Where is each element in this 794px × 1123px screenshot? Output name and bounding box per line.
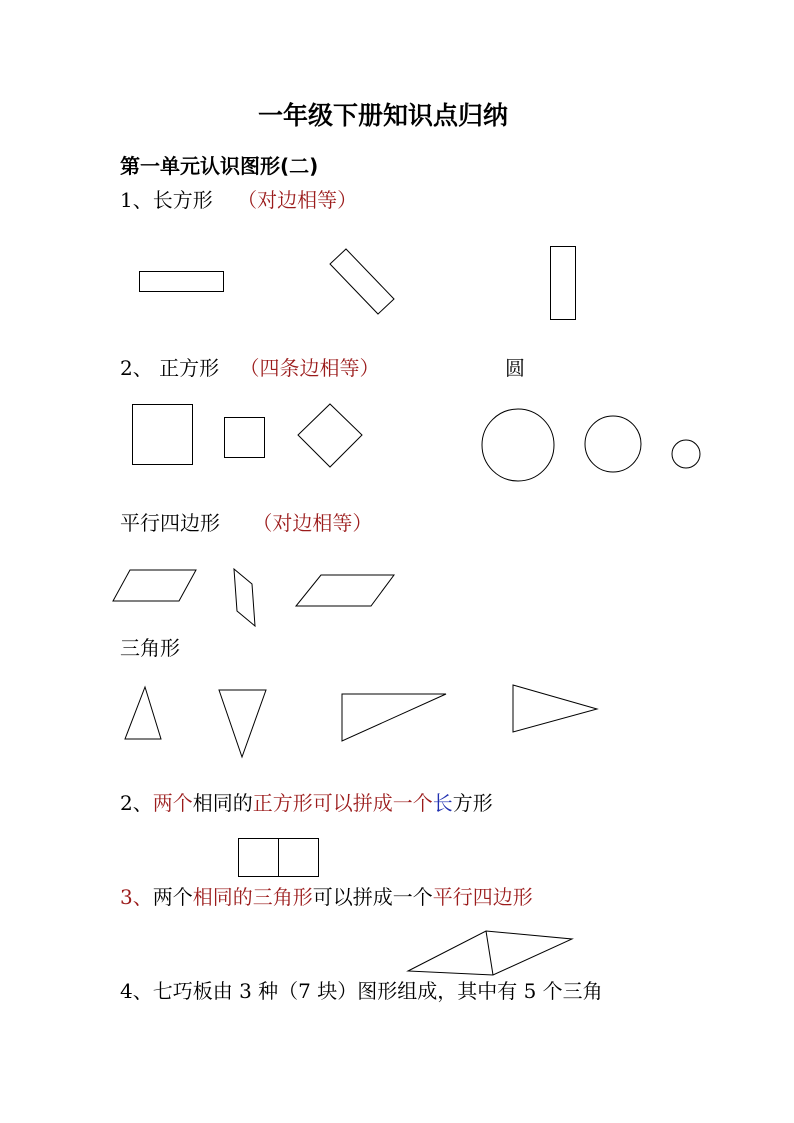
circle-label: 圆 [505, 356, 525, 380]
fact-3-part-2: 相同的 [192, 885, 253, 909]
triangle-right [342, 694, 446, 741]
fact-2-part-1: 两个 [152, 791, 193, 815]
square-small [225, 418, 265, 458]
square-note: （四条边相等） [239, 356, 380, 380]
fact-3-part-1: 两个 [152, 885, 193, 909]
fact-3-part-4: 可以拼成一个 [312, 885, 433, 909]
fact-2-part-5: 方形 [452, 791, 493, 815]
triangle-isosceles [125, 687, 161, 739]
parallelogram-label: 平行四边形 [120, 511, 220, 535]
triangle-pointing-right [513, 685, 597, 732]
circle-large [482, 409, 554, 481]
page-title: 一年级下册知识点归纳 [258, 101, 509, 130]
fact-2-part-3: 正方形可以拼成一个 [252, 791, 433, 815]
fact-2-number: 2、 [120, 791, 153, 815]
two-triangles-divider [486, 931, 493, 975]
fact-2-part-2: 相同的 [192, 791, 253, 815]
rectangle-horizontal [140, 272, 224, 292]
circle-small [672, 440, 700, 468]
rectangle-tilted [330, 249, 394, 314]
parallelogram-wide-2 [296, 575, 394, 606]
rectangle-vertical [551, 247, 576, 320]
fact-3-part-5: 平行四边形 [432, 885, 533, 909]
parallelogram-note: （对边相等） [252, 511, 373, 535]
fact-tangram: 4、七巧板由 3 种（7 块）图形组成，其中有 5 个三角 [120, 979, 603, 1003]
square-label: 2、 正方形 [120, 356, 220, 380]
rectangle-note: （对边相等） [237, 188, 358, 212]
section-title: 第一单元认识图形(二) [120, 154, 319, 178]
circle-medium [585, 416, 641, 472]
fact-2-part-4: 长 [432, 791, 453, 815]
parallelogram-wide-1 [113, 570, 196, 601]
square-rotated [298, 404, 362, 467]
square-large [133, 405, 193, 465]
parallelogram-narrow [234, 569, 255, 626]
fact-3-part-3: 三角形 [252, 885, 313, 909]
triangle-inverted [219, 690, 266, 757]
triangle-label: 三角形 [120, 636, 180, 660]
fact-3-number: 3、 [120, 885, 153, 909]
rectangle-label: 1、长方形 [120, 188, 213, 212]
